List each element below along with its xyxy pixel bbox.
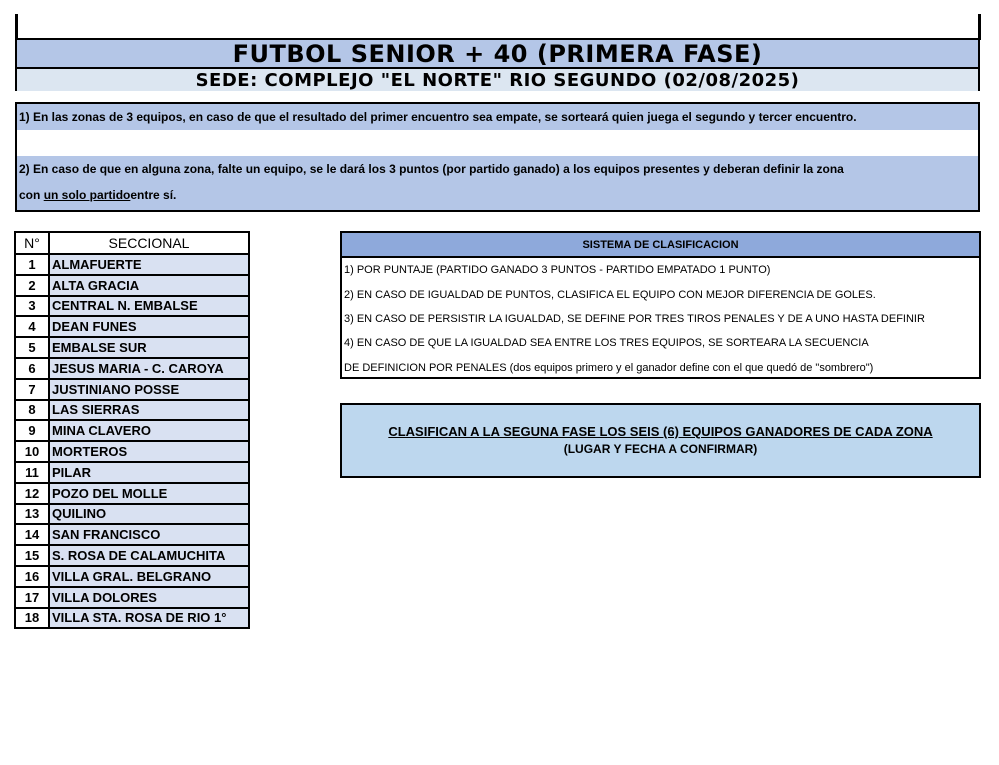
team-row <box>15 275 249 296</box>
team-name: EMBALSE SUR <box>49 337 249 358</box>
qualification-text: CLASIFICAN A LA SEGUNA FASE LOS SEIS (6) EQUIPOS GANADORES DE CADA ZONA <box>388 424 933 439</box>
team-name: MINA CLAVERO <box>49 420 249 441</box>
teams-body <box>15 254 249 628</box>
team-row <box>15 483 249 504</box>
note-3-underlined: un solo partido <box>43 188 131 202</box>
note-3-post: entre sí. <box>130 188 177 202</box>
team-name: VILLA STA. ROSA DE RIO 1° <box>49 608 249 629</box>
team-name: ALMAFUERTE <box>49 254 249 275</box>
team-name: VILLA GRAL. BELGRANO <box>49 566 249 587</box>
title-box <box>15 38 980 91</box>
teams-header-row <box>15 232 249 254</box>
team-number: 11 <box>15 462 49 483</box>
team-number: 13 <box>15 504 49 525</box>
team-number: 2 <box>15 275 49 296</box>
team-name: PILAR <box>49 462 249 483</box>
team-name: CENTRAL N. EMBALSE <box>49 296 249 317</box>
note-3 <box>17 182 978 208</box>
qualification-date-note: (LUGAR Y FECHA A CONFIRMAR) <box>563 442 758 456</box>
team-row <box>15 296 249 317</box>
team-name: JESUS MARIA - C. CAROYA <box>49 358 249 379</box>
system-rule-4: 4) EN CASO DE QUE LA IGUALDAD SEA ENTRE LOS TRES EQUIPOS, SE SORTEARA LA SECUENCIA <box>344 337 869 350</box>
page-title: FUTBOL SENIOR + 40 (PRIMERA FASE) <box>17 40 978 69</box>
team-row <box>15 608 249 629</box>
team-number: 1 <box>15 254 49 275</box>
team-row <box>15 566 249 587</box>
team-row <box>15 587 249 608</box>
system-rule-4-continued: DE DEFINICION POR PENALES (dos equipos primero y el ganador define con el que quedó de "sombrero") <box>344 361 874 374</box>
teams-table <box>14 231 250 629</box>
team-row <box>15 400 249 421</box>
rules-notes <box>15 102 980 212</box>
system-rule-3: 3) EN CASO DE PERSISTIR LA IGUALDAD, SE DEFINE POR TRES TIROS PENALES Y DE A UNO HASTA DEFINIR <box>344 312 925 325</box>
team-row <box>15 337 249 358</box>
team-name: POZO DEL MOLLE <box>49 483 249 504</box>
team-name: S. ROSA DE CALAMUCHITA <box>49 545 249 566</box>
team-number: 12 <box>15 483 49 504</box>
classification-system-title: SISTEMA DE CLASIFICACION <box>342 233 979 258</box>
team-row <box>15 316 249 337</box>
team-number: 14 <box>15 524 49 545</box>
team-name: JUSTINIANO POSSE <box>49 379 249 400</box>
team-number: 7 <box>15 379 49 400</box>
team-name: LAS SIERRAS <box>49 400 249 421</box>
team-name: DEAN FUNES <box>49 316 249 337</box>
team-number: 6 <box>15 358 49 379</box>
team-row <box>15 504 249 525</box>
team-row <box>15 441 249 462</box>
team-name: ALTA GRACIA <box>49 275 249 296</box>
team-name: SAN FRANCISCO <box>49 524 249 545</box>
team-row <box>15 420 249 441</box>
team-number: 10 <box>15 441 49 462</box>
col-seccional-header: SECCIONAL <box>49 232 249 254</box>
team-number: 4 <box>15 316 49 337</box>
team-row <box>15 545 249 566</box>
team-number: 3 <box>15 296 49 317</box>
left-border-line <box>15 14 18 40</box>
system-rule-2: 2) EN CASO DE IGUALDAD DE PUNTOS, CLASIFICA EL EQUIPO CON MEJOR DIFERENCIA DE GOLES. <box>344 288 876 301</box>
team-row <box>15 254 249 275</box>
team-number: 17 <box>15 587 49 608</box>
team-name: VILLA DOLORES <box>49 587 249 608</box>
venue-subtitle: SEDE: COMPLEJO "EL NORTE" RIO SEGUNDO (02/08/2025) <box>17 69 978 91</box>
team-number: 8 <box>15 400 49 421</box>
team-name: QUILINO <box>49 504 249 525</box>
team-row <box>15 524 249 545</box>
team-number: 15 <box>15 545 49 566</box>
system-rule-1: 1) POR PUNTAJE (PARTIDO GANADO 3 PUNTOS - PARTIDO EMPATADO 1 PUNTO) <box>344 264 771 277</box>
note-1: 1) En las zonas de 3 equipos, en caso de que el resultado del primer encuentro sea empate, se sorteará quien juega el segundo y tercer encuentro. <box>19 110 857 124</box>
note-spacer <box>17 130 978 156</box>
note-3-pre: con <box>19 188 41 202</box>
team-row <box>15 462 249 483</box>
note-2: 2) En caso de que en alguna zona, falte un equipo, se le dará los 3 puntos (por partido ganado) a los equipos presentes y deberan definir la zona <box>19 162 844 176</box>
team-number: 18 <box>15 608 49 629</box>
team-name: MORTEROS <box>49 441 249 462</box>
col-number-header: N° <box>15 232 49 254</box>
team-number: 9 <box>15 420 49 441</box>
classification-system-box <box>340 231 981 379</box>
team-number: 5 <box>15 337 49 358</box>
right-border-line <box>978 14 981 40</box>
team-row <box>15 358 249 379</box>
team-row <box>15 379 249 400</box>
team-number: 16 <box>15 566 49 587</box>
qualification-box <box>340 403 981 478</box>
